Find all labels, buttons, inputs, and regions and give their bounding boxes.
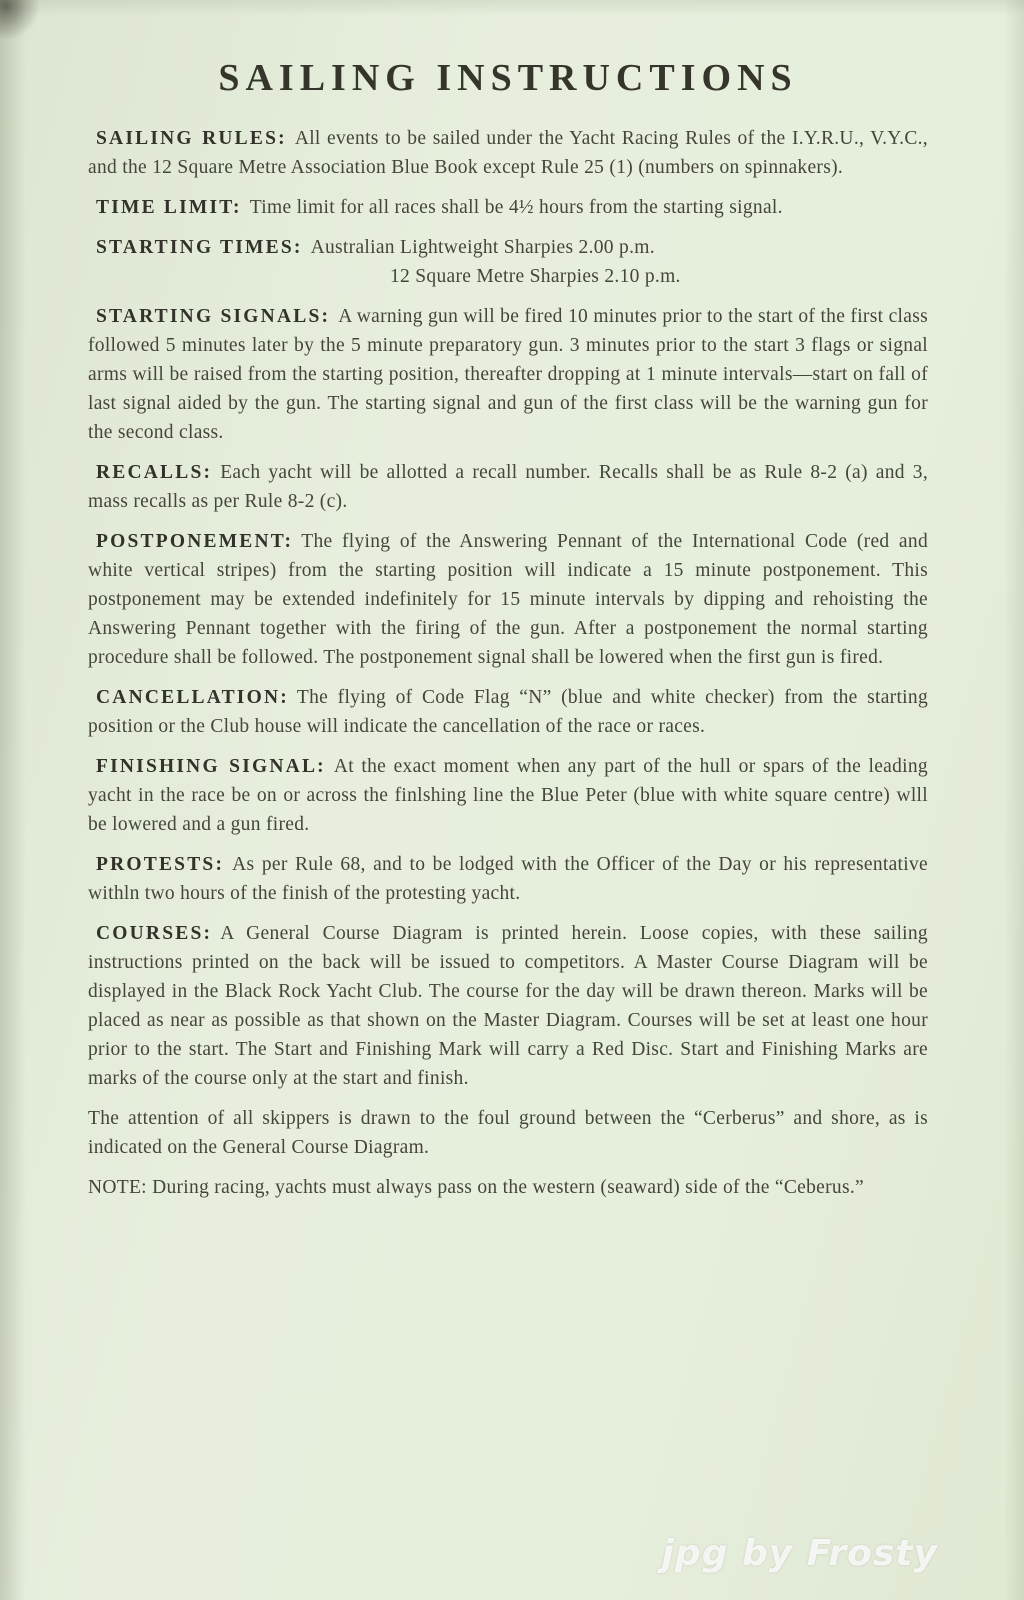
section-body-line1: Australian Lightweight Sharpies 2.00 p.m. xyxy=(310,237,655,258)
section-body: As per Rule 68, and to be lodged with the Officer of the Day or his representative withln two hours of the finish of the protesting yacht. xyxy=(88,854,928,904)
paragraph-body: NOTE: During racing, yachts must always pass on the western (seaward) side of the “Ceberus.” xyxy=(88,1177,864,1198)
section-recalls xyxy=(88,458,928,516)
section-body: The flying of Code Flag “N” (blue and white checker) from the starting position or the Club house will indicate the cancellation of the race or races. xyxy=(88,687,928,737)
section-body: The flying of the Answering Pennant of the International Code (red and white vertical stripes) from the starting position will indicate a 15 minute postponement. This postponement may be extended indefinitely for 15 minute intervals by dipping and rehoisting the Answering Pennant together with the firing of the gun. After a postponement the normal starting procedure shall be followed. The postponement signal shall be lowered when the first gun is fired. xyxy=(88,531,928,668)
section-body: Each yacht will be allotted a recall number. Recalls shall be as Rule 8-2 (a) and 3, mass recalls as per Rule 8-2 (c). xyxy=(88,462,928,512)
section-finishing-signal xyxy=(88,752,928,839)
section-starting-times xyxy=(88,233,928,291)
section-time-limit xyxy=(88,193,928,222)
watermark-text: jpg by Frosty xyxy=(661,1533,938,1574)
paragraph-foul-ground xyxy=(88,1104,928,1162)
section-sailing-rules xyxy=(88,124,928,182)
section-heading: RECALLS: xyxy=(96,462,213,483)
section-body: Time limit for all races shall be 4½ hours from the starting signal. xyxy=(249,197,783,218)
section-heading: CANCELLATION: xyxy=(96,687,289,708)
section-body: A General Course Diagram is printed herein. Loose copies, with these sailing instructions printed on the back will be issued to competitors. A Master Course Diagram will be displayed in the Black Rock Yacht Club. The course for the day will be drawn thereon. Marks will be placed as near as possible as that shown on the Master Diagram. Courses will be set at least one hour prior to the start. The Start and Finishing Mark will carry a Red Disc. Start and Finishing Marks are marks of the course only at the start and finish. xyxy=(88,923,928,1089)
section-protests xyxy=(88,850,928,908)
section-body: All events to be sailed under the Yacht Racing Rules of the I.Y.R.U., V.Y.C., and the 12 Square Metre Association Blue Book except Rule 25 (1) (numbers on spinnakers). xyxy=(88,128,928,178)
section-heading: FINISHING SIGNAL: xyxy=(96,756,326,777)
section-heading: TIME LIMIT: xyxy=(96,197,242,218)
section-heading: STARTING SIGNALS: xyxy=(96,306,331,327)
section-body-line2: 12 Square Metre Sharpies 2.10 p.m. xyxy=(390,266,681,287)
section-body: A warning gun will be fired 10 minutes prior to the start of the first class followed 5 minutes later by the 5 minute preparatory gun. 3 minutes prior to the start 3 flags or signal arms will be raised from the starting position, thereafter dropping at 1 minute intervals—start on fall of last signal aided by the gun. The starting signal and gun of the first class will be the warning gun for the second class. xyxy=(88,306,928,443)
section-body: At the exact moment when any part of the hull or spars of the leading yacht in the race be on or across the finlshing line the Blue Peter (blue with white square centre) wlll be lowered and a gun fired. xyxy=(88,756,928,835)
section-heading: COURSES: xyxy=(96,923,213,944)
section-courses xyxy=(88,919,928,1093)
section-heading: PROTESTS: xyxy=(96,854,225,875)
section-heading: STARTING TIMES: xyxy=(96,237,303,258)
section-cancellation xyxy=(88,683,928,741)
page-title: SAILING INSTRUCTIONS xyxy=(218,57,798,99)
section-postponement xyxy=(88,527,928,672)
paragraph-note xyxy=(88,1173,928,1202)
section-heading: POSTPONEMENT: xyxy=(96,531,294,552)
section-heading: SAILING RULES: xyxy=(96,128,287,149)
paragraph-body: The attention of all skippers is drawn to the foul ground between the “Cerberus” and shore, as is indicated on the General Course Diagram. xyxy=(88,1108,928,1158)
section-starting-signals xyxy=(88,302,928,447)
